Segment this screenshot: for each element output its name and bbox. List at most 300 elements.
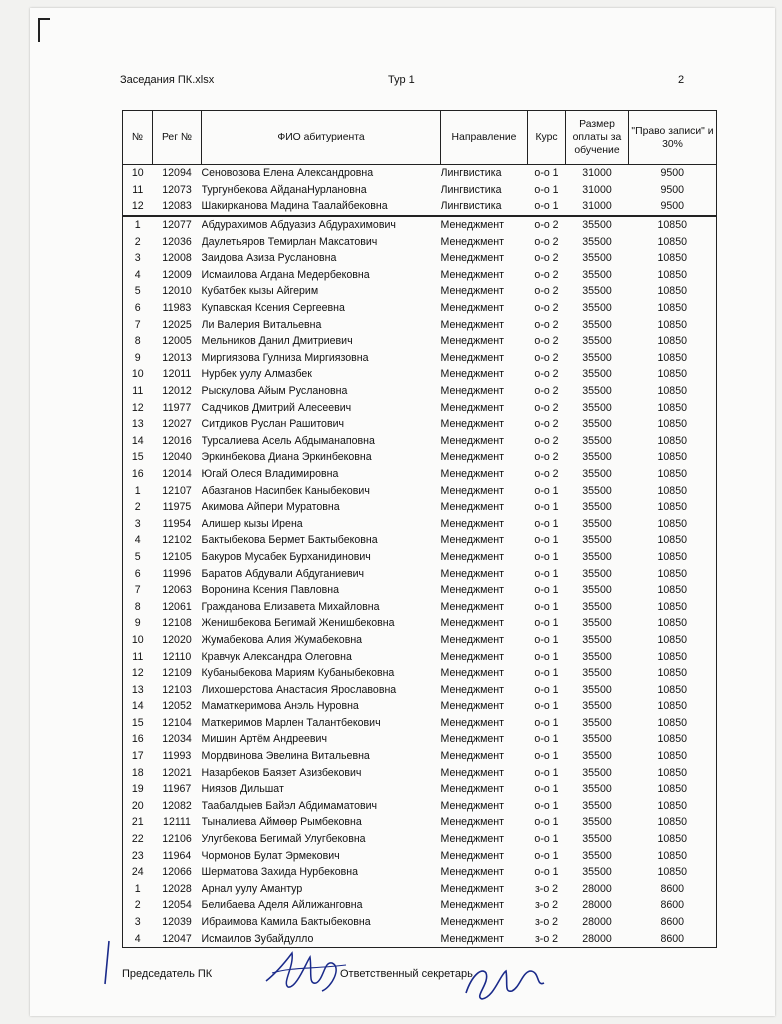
cell-reg: 12082 bbox=[162, 799, 192, 812]
table-row bbox=[123, 466, 717, 483]
cell-direction: Менеджмент bbox=[440, 418, 504, 431]
cell-fee: 35500 bbox=[582, 683, 612, 696]
cell-course: о-о 1 bbox=[534, 700, 559, 713]
cell-fee: 35500 bbox=[582, 318, 612, 331]
table-row bbox=[123, 250, 717, 267]
col-header-course: Курс bbox=[528, 111, 566, 165]
cell-direction: Менеджмент bbox=[440, 916, 504, 929]
table-row bbox=[123, 267, 717, 284]
cell-direction: Менеджмент bbox=[440, 716, 504, 729]
cell-right: 8600 bbox=[629, 930, 717, 947]
cell-course: о-о 1 bbox=[534, 183, 559, 196]
cell-number: 5 bbox=[123, 549, 153, 566]
cell-right: 10850 bbox=[629, 449, 717, 466]
col-header-right: "Право записи" и 30% bbox=[629, 111, 717, 165]
cell-number: 3 bbox=[123, 914, 153, 931]
table-row bbox=[123, 615, 717, 632]
cell-reg: 12009 bbox=[162, 268, 192, 281]
cell-fio: Ли Валерия Витальевна bbox=[201, 318, 322, 331]
cell-fio: Абдурахимов Абдуазиз Абдурахимович bbox=[202, 216, 441, 234]
cell-course: о-о 2 bbox=[534, 434, 559, 447]
cell-reg: 12039 bbox=[162, 916, 192, 929]
cell-fee: 35500 bbox=[582, 418, 612, 431]
cell-course: о-о 1 bbox=[534, 617, 559, 630]
table-row bbox=[123, 731, 717, 748]
cell-direction: Менеджмент bbox=[440, 517, 504, 530]
cell-fee: 31000 bbox=[582, 183, 612, 196]
table-row bbox=[123, 831, 717, 848]
cell-course: о-о 1 bbox=[534, 484, 559, 497]
cell-reg: 12011 bbox=[162, 368, 192, 381]
table-row bbox=[123, 914, 717, 931]
cell-number: 10 bbox=[123, 165, 153, 182]
cell-reg: 12102 bbox=[162, 534, 192, 547]
cell-reg: 12036 bbox=[162, 235, 192, 248]
cell-fio: Шерматова Захида Нурбековна bbox=[201, 866, 359, 879]
cell-reg: 12025 bbox=[162, 318, 192, 331]
cell-fee: 35500 bbox=[582, 783, 612, 796]
cell-reg: 12028 bbox=[162, 882, 192, 895]
cell-direction: Менеджмент bbox=[440, 451, 504, 464]
cell-direction: Менеджмент bbox=[440, 351, 504, 364]
table-row bbox=[123, 216, 717, 234]
cell-course: о-о 1 bbox=[534, 799, 559, 812]
cell-fee: 35500 bbox=[582, 766, 612, 779]
cell-number: 14 bbox=[123, 698, 153, 715]
cell-number: 14 bbox=[123, 433, 153, 450]
cell-right: 10850 bbox=[629, 615, 717, 632]
cell-direction: Менеджмент bbox=[440, 849, 504, 862]
cell-right: 10850 bbox=[629, 549, 717, 566]
cell-reg: 11975 bbox=[162, 501, 192, 514]
cell-course: о-о 1 bbox=[534, 667, 559, 680]
cell-fee: 31000 bbox=[582, 167, 612, 180]
cell-fio: Мельников Данил Дмитриевич bbox=[201, 335, 353, 348]
cell-direction: Менеджмент bbox=[440, 733, 504, 746]
cell-number: 6 bbox=[123, 565, 153, 582]
cell-reg: 12110 bbox=[162, 650, 192, 663]
cell-direction: Менеджмент bbox=[441, 930, 528, 947]
cell-reg: 11967 bbox=[162, 783, 192, 796]
cell-direction: Менеджмент bbox=[440, 866, 504, 879]
cell-number: 2 bbox=[123, 233, 153, 250]
cell-course: о-о 2 bbox=[534, 302, 559, 315]
cell-number: 4 bbox=[123, 267, 153, 284]
cell-right: 10850 bbox=[629, 831, 717, 848]
col-header-reg: Рег № bbox=[153, 111, 202, 165]
table-row bbox=[123, 333, 717, 350]
cell-number: 4 bbox=[123, 930, 153, 947]
cell-right: 10850 bbox=[629, 781, 717, 798]
table-row bbox=[123, 897, 717, 914]
table-row bbox=[123, 198, 717, 216]
cell-course: о-о 1 bbox=[534, 167, 559, 180]
cell-direction: Менеджмент bbox=[440, 385, 504, 398]
cell-fio: Кубатбек кызы Айгерим bbox=[201, 285, 319, 298]
cell-reg: 12020 bbox=[162, 633, 192, 646]
cell-course: о-о 2 bbox=[534, 401, 559, 414]
cell-fee: 35500 bbox=[582, 617, 612, 630]
table-row bbox=[123, 549, 717, 566]
table-row bbox=[123, 399, 717, 416]
cell-right: 10850 bbox=[629, 847, 717, 864]
cell-number: 9 bbox=[123, 350, 153, 367]
cell-reg: 12054 bbox=[162, 899, 192, 912]
cell-number: 11 bbox=[123, 182, 153, 199]
table-header-row bbox=[123, 111, 717, 165]
cell-direction: Менеджмент bbox=[440, 335, 504, 348]
cell-fio: Маткеримов Марлен Талантбекович bbox=[201, 716, 381, 729]
document-page bbox=[30, 8, 775, 1016]
cell-direction: Менеджмент bbox=[440, 633, 504, 646]
cell-right: 10850 bbox=[629, 466, 717, 483]
cell-reg: 11983 bbox=[162, 302, 192, 315]
cell-fee: 35500 bbox=[582, 750, 612, 763]
cell-reg: 11964 bbox=[162, 849, 192, 862]
cell-direction: Менеджмент bbox=[440, 783, 504, 796]
cell-course: о-о 1 bbox=[534, 534, 559, 547]
cell-fee: 35500 bbox=[582, 285, 612, 298]
cell-fee: 35500 bbox=[582, 849, 612, 862]
cell-reg: 12108 bbox=[162, 617, 192, 630]
cell-direction: Менеджмент bbox=[440, 285, 504, 298]
header-round: Тур 1 bbox=[388, 74, 415, 86]
cell-reg: 12094 bbox=[162, 167, 192, 180]
cell-course: о-о 2 bbox=[534, 235, 559, 248]
table-row bbox=[123, 350, 717, 367]
table-row bbox=[123, 449, 717, 466]
cell-reg: 12008 bbox=[162, 252, 192, 265]
cell-course: о-о 2 bbox=[534, 351, 559, 364]
cell-fio: Лихошерстова Анастасия Ярославовна bbox=[201, 683, 397, 696]
cell-right: 8600 bbox=[629, 897, 717, 914]
cell-direction: Менеджмент bbox=[440, 600, 504, 613]
cell-fee: 35500 bbox=[582, 633, 612, 646]
applicants-table bbox=[122, 110, 717, 948]
cell-fee: 35500 bbox=[582, 268, 612, 281]
cell-number: 10 bbox=[123, 366, 153, 383]
cell-reg: 12107 bbox=[162, 484, 192, 497]
col-header-number: № bbox=[123, 111, 153, 165]
cell-number: 15 bbox=[123, 449, 153, 466]
cell-right: 10850 bbox=[629, 333, 717, 350]
cell-right: 10850 bbox=[629, 250, 717, 267]
cell-fee: 35500 bbox=[582, 833, 612, 846]
cell-direction: Менеджмент bbox=[440, 667, 504, 680]
cell-reg: 12061 bbox=[162, 600, 192, 613]
cell-direction: Менеджмент bbox=[440, 899, 504, 912]
cell-fee: 35500 bbox=[582, 816, 612, 829]
cell-direction: Лингвистика bbox=[440, 167, 502, 180]
cell-right: 10850 bbox=[629, 416, 717, 433]
cell-course: о-о 1 bbox=[534, 833, 559, 846]
cell-course: о-о 1 bbox=[534, 650, 559, 663]
cell-direction: Менеджмент bbox=[440, 467, 504, 480]
cell-number: 12 bbox=[123, 399, 153, 416]
table-row bbox=[123, 515, 717, 532]
cell-course: о-о 1 bbox=[534, 567, 559, 580]
cell-direction: Менеджмент bbox=[440, 700, 504, 713]
cell-fee: 35500 bbox=[582, 467, 612, 480]
cell-fio: Исмаилов Зубайдулло bbox=[202, 930, 441, 947]
cell-fio: Ситдиков Руслан Рашитович bbox=[201, 418, 345, 431]
cell-course: о-о 1 bbox=[534, 733, 559, 746]
cell-right: 9500 bbox=[629, 198, 717, 216]
cell-right: 10850 bbox=[629, 532, 717, 549]
cell-fio: Маматкеримова Анэль Нуровна bbox=[201, 700, 359, 713]
cell-reg: 12040 bbox=[162, 451, 192, 464]
cell-fee: 35500 bbox=[582, 385, 612, 398]
cell-right: 10850 bbox=[629, 681, 717, 698]
cell-fio: Сеновозова Елена Александровна bbox=[201, 167, 374, 180]
cell-number: 20 bbox=[123, 798, 153, 815]
cell-course: о-о 1 bbox=[534, 200, 559, 213]
cell-fee: 35500 bbox=[582, 667, 612, 680]
table-row bbox=[123, 881, 717, 898]
cell-number: 1 bbox=[123, 881, 153, 898]
cell-direction: Менеджмент bbox=[440, 567, 504, 580]
cell-direction: Менеджмент bbox=[440, 799, 504, 812]
cell-fee: 35500 bbox=[582, 517, 612, 530]
cell-fio: Чормонов Булат Эрмекович bbox=[201, 849, 340, 862]
cell-course: о-о 2 bbox=[534, 285, 559, 298]
table-row bbox=[123, 764, 717, 781]
cell-fio: Тургунбекова АйданаНурлановна bbox=[201, 183, 367, 196]
cell-fee: 35500 bbox=[582, 335, 612, 348]
cell-number: 16 bbox=[123, 731, 153, 748]
cell-fio: Ниязов Дильшат bbox=[201, 783, 284, 796]
cell-direction: Менеджмент bbox=[440, 833, 504, 846]
cell-fee: 35500 bbox=[582, 567, 612, 580]
table-row bbox=[123, 665, 717, 682]
cell-reg: 12104 bbox=[162, 716, 192, 729]
cell-fee: 35500 bbox=[582, 401, 612, 414]
cell-direction: Менеджмент bbox=[440, 584, 504, 597]
cell-fee: 28000 bbox=[582, 899, 612, 912]
cell-fee: 35500 bbox=[582, 584, 612, 597]
cell-reg: 12052 bbox=[162, 700, 192, 713]
cell-course: з-о 2 bbox=[528, 930, 566, 947]
cell-fio: Назарбеков Баязет Азизбекович bbox=[201, 766, 362, 779]
cell-right: 10850 bbox=[629, 814, 717, 831]
cell-course: о-о 1 bbox=[534, 716, 559, 729]
cell-right: 10850 bbox=[629, 582, 717, 599]
cell-fee: 35500 bbox=[582, 733, 612, 746]
cell-fio: Мишин Артём Андреевич bbox=[201, 733, 327, 746]
table-row bbox=[123, 698, 717, 715]
cell-direction: Менеджмент bbox=[440, 268, 504, 281]
cell-course: о-о 1 bbox=[534, 783, 559, 796]
cell-reg: 12013 bbox=[162, 351, 192, 364]
cell-number: 12 bbox=[123, 665, 153, 682]
cell-right: 10850 bbox=[629, 366, 717, 383]
table-row bbox=[123, 781, 717, 798]
cell-number: 7 bbox=[123, 582, 153, 599]
col-header-fio: ФИО абитуриента bbox=[202, 111, 441, 165]
cell-right: 8600 bbox=[629, 881, 717, 898]
table-row bbox=[123, 681, 717, 698]
cell-reg: 12103 bbox=[162, 683, 192, 696]
cell-fio: Заидова Азиза Руслановна bbox=[201, 252, 337, 265]
cell-right: 10850 bbox=[629, 864, 717, 881]
cell-reg: 12016 bbox=[162, 434, 192, 447]
cell-right: 9500 bbox=[629, 165, 717, 182]
table-row bbox=[123, 814, 717, 831]
table-row bbox=[123, 233, 717, 250]
cell-course: о-о 1 bbox=[534, 517, 559, 530]
cell-fee: 35500 bbox=[582, 534, 612, 547]
cell-direction: Менеджмент bbox=[440, 501, 504, 514]
cell-reg: 12073 bbox=[162, 183, 192, 196]
cell-right: 10850 bbox=[629, 350, 717, 367]
table-row bbox=[123, 798, 717, 815]
cell-fee: 31000 bbox=[582, 200, 612, 213]
cell-reg: 12005 bbox=[162, 335, 192, 348]
cell-direction: Менеджмент bbox=[440, 302, 504, 315]
cell-direction: Менеджмент bbox=[440, 235, 504, 248]
cell-fio: Нурбек уулу Алмазбек bbox=[201, 368, 312, 381]
cell-fio: Рыскулова Айым Руслановна bbox=[201, 385, 348, 398]
cell-fio: Исмаилова Агдана Медербековна bbox=[201, 268, 370, 281]
table-row bbox=[123, 632, 717, 649]
cell-course: о-о 1 bbox=[534, 683, 559, 696]
cell-reg: 12111 bbox=[163, 816, 191, 829]
cell-fee: 35500 bbox=[582, 351, 612, 364]
cell-number: 13 bbox=[123, 681, 153, 698]
cell-course: о-о 2 bbox=[534, 385, 559, 398]
cell-number: 19 bbox=[123, 781, 153, 798]
cell-right: 10850 bbox=[629, 764, 717, 781]
cell-number: 22 bbox=[123, 831, 153, 848]
cell-fio: Женишбекова Бегимай Женишбековна bbox=[201, 617, 395, 630]
cell-fee: 35500 bbox=[582, 866, 612, 879]
header-page-number: 2 bbox=[678, 74, 685, 86]
cell-course: з-о 2 bbox=[534, 899, 559, 912]
cell-fee: 35500 bbox=[582, 799, 612, 812]
cell-direction: Менеджмент bbox=[440, 550, 504, 563]
col-header-direction: Направление bbox=[441, 111, 528, 165]
cell-number: 3 bbox=[123, 250, 153, 267]
cell-course: о-о 1 bbox=[534, 501, 559, 514]
margin-pen-mark bbox=[100, 938, 114, 988]
cell-reg: 12109 bbox=[162, 667, 192, 680]
cell-right: 10850 bbox=[629, 383, 717, 400]
cell-course: о-о 2 bbox=[534, 335, 559, 348]
cell-fio: Бактыбекова Бермет Бактыбековна bbox=[201, 534, 378, 547]
cell-course: о-о 1 bbox=[534, 849, 559, 862]
secretary-signature bbox=[460, 953, 550, 1003]
cell-fee: 35500 bbox=[582, 716, 612, 729]
cell-reg: 12047 bbox=[153, 930, 202, 947]
cell-number: 1 bbox=[123, 482, 153, 499]
cell-fee: 35500 bbox=[582, 235, 612, 248]
cell-fio: Алишер кызы Ирена bbox=[201, 517, 303, 530]
cell-fio: Югай Олеся Владимировна bbox=[201, 467, 339, 480]
cell-number: 17 bbox=[123, 748, 153, 765]
cell-reg: 12027 bbox=[162, 418, 192, 431]
cell-fee: 28000 bbox=[566, 930, 629, 947]
cell-fio: Турсалиева Асель Абдыманаповна bbox=[201, 434, 375, 447]
cell-reg: 12014 bbox=[162, 467, 192, 480]
cell-number: 13 bbox=[123, 416, 153, 433]
cell-number: 7 bbox=[123, 316, 153, 333]
cell-fee: 35500 bbox=[566, 216, 629, 234]
cell-right: 10850 bbox=[629, 399, 717, 416]
cell-reg: 12010 bbox=[162, 285, 192, 298]
cell-reg: 12105 bbox=[162, 550, 192, 563]
table-row bbox=[123, 565, 717, 582]
table-row bbox=[123, 532, 717, 549]
cell-course: о-о 2 bbox=[534, 318, 559, 331]
cell-fio: Кубаныбекова Мариям Кубаныбековна bbox=[201, 667, 395, 680]
cell-fio: Белибаева Аделя Айлижанговна bbox=[201, 899, 363, 912]
cell-fee: 35500 bbox=[582, 550, 612, 563]
cell-direction: Менеджмент bbox=[440, 750, 504, 763]
cell-right: 10850 bbox=[629, 648, 717, 665]
cell-reg: 12012 bbox=[162, 385, 192, 398]
cell-course: о-о 2 bbox=[528, 216, 566, 234]
cell-direction: Менеджмент bbox=[440, 534, 504, 547]
cell-fio: Купавская Ксения Сергеевна bbox=[201, 302, 345, 315]
cell-direction: Менеджмент bbox=[440, 318, 504, 331]
cell-direction: Менеджмент bbox=[441, 216, 528, 234]
cell-right: 10850 bbox=[629, 798, 717, 815]
cell-right: 10850 bbox=[629, 698, 717, 715]
cell-fio: Миргиязова Гулниза Миргиязовна bbox=[201, 351, 369, 364]
cell-right: 10850 bbox=[629, 598, 717, 615]
cell-number: 1 bbox=[123, 216, 153, 234]
cell-right: 8600 bbox=[629, 914, 717, 931]
cell-right: 10850 bbox=[629, 267, 717, 284]
cell-direction: Лингвистика bbox=[440, 200, 502, 213]
cell-number: 6 bbox=[123, 300, 153, 317]
table-row bbox=[123, 366, 717, 383]
cell-course: о-о 2 bbox=[534, 252, 559, 265]
cell-fee: 35500 bbox=[582, 700, 612, 713]
cell-fio: Тыналиева Аймөөр Рымбековна bbox=[201, 816, 362, 829]
cell-reg: 11977 bbox=[162, 401, 192, 414]
cell-number: 2 bbox=[123, 499, 153, 516]
table-row bbox=[123, 383, 717, 400]
table-row bbox=[123, 715, 717, 732]
cell-right: 9500 bbox=[629, 182, 717, 199]
cell-reg: 11954 bbox=[162, 517, 192, 530]
cell-fee: 35500 bbox=[582, 650, 612, 663]
cell-fee: 35500 bbox=[582, 600, 612, 613]
cell-fio: Акимова Айпери Муратовна bbox=[201, 501, 340, 514]
cell-right: 10850 bbox=[629, 283, 717, 300]
cell-fio: Гражданова Елизавета Михайловна bbox=[201, 600, 380, 613]
cell-fio: Бакуров Мусабек Бурханидинович bbox=[201, 550, 371, 563]
cell-fee: 28000 bbox=[582, 916, 612, 929]
cell-fee: 35500 bbox=[582, 451, 612, 464]
cell-number: 5 bbox=[123, 283, 153, 300]
cell-right: 10850 bbox=[629, 731, 717, 748]
cell-right: 10850 bbox=[629, 316, 717, 333]
cell-right: 10850 bbox=[629, 233, 717, 250]
cell-fio: Улугбекова Бегимай Улугбековна bbox=[201, 833, 366, 846]
cell-right: 10850 bbox=[629, 499, 717, 516]
table-row bbox=[123, 847, 717, 864]
cell-fio: Абазганов Насипбек Каныбекович bbox=[201, 484, 370, 497]
cell-course: о-о 1 bbox=[534, 633, 559, 646]
corner-mark bbox=[38, 18, 50, 42]
cell-number: 15 bbox=[123, 715, 153, 732]
cell-reg: 12106 bbox=[162, 833, 192, 846]
cell-course: о-о 1 bbox=[534, 750, 559, 763]
cell-fio: Воронина Ксения Павловна bbox=[201, 584, 339, 597]
cell-number: 12 bbox=[123, 198, 153, 216]
